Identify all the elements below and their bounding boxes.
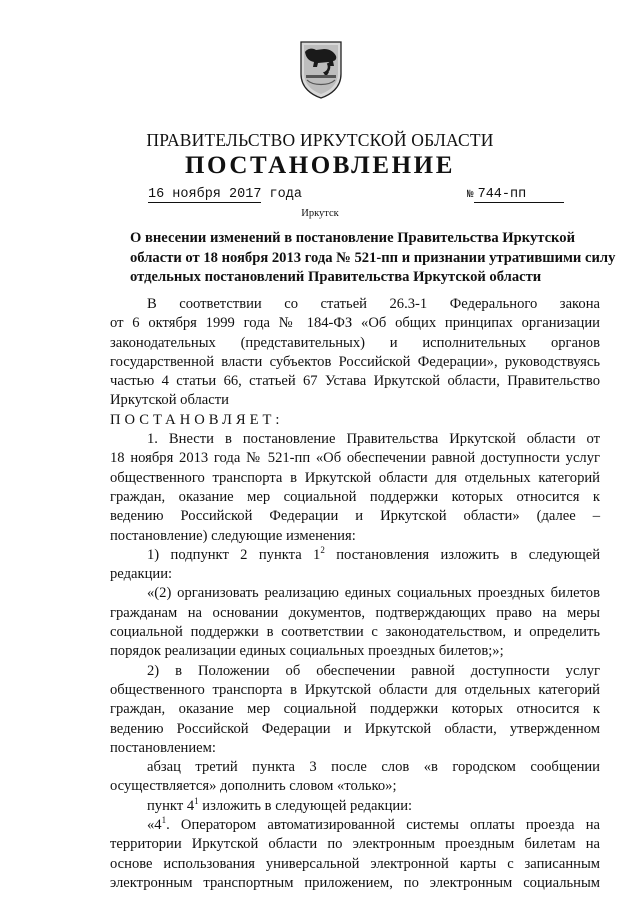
- body-line: гражданам на основании документов, подтверждающих право на меры: [110, 604, 600, 621]
- city-name: Иркутск: [301, 208, 339, 219]
- coat-of-arms-emblem: [299, 40, 343, 100]
- body-line: постановление) следующие изменения:: [110, 527, 356, 544]
- title-line: О внесении изменений в постановление Правительства Иркутской: [130, 230, 575, 246]
- body-line: порядок реализации единых социальных проездных билетов;»;: [110, 643, 504, 660]
- body-line: общественного транспорта в Иркутской области для отдельных категорий: [110, 469, 600, 486]
- body-line: от 6 октября 1999 года № 184-ФЗ «Об общих принципах организации: [110, 315, 600, 332]
- date-suffix: года: [269, 187, 302, 202]
- superscript: 1: [161, 815, 167, 826]
- body-line: граждан, оказание мер социальной поддержки которых относится к: [110, 701, 600, 718]
- document-body: [110, 295, 600, 893]
- number-sign: №: [467, 189, 474, 201]
- body-line: ведению Российской Федерации и Иркутской области» (далее –: [110, 508, 600, 525]
- government-name: ПРАВИТЕЛЬСТВО ИРКУТСКОЙ ОБЛАСТИ: [146, 130, 494, 150]
- body-line: 18 ноября 2013 года № 521-пп «Об обеспечении равной доступности услуг: [110, 450, 600, 467]
- resolves-heading: ПОСТАНОВЛЯЕТ:: [110, 411, 284, 428]
- body-line: [110, 546, 600, 565]
- body-text: изложить в следующей редакции:: [202, 797, 413, 814]
- body-line: граждан, оказание мер социальной поддержки которых относится к: [110, 488, 600, 505]
- body-line: ведению Российской Федерации и Иркутской области, утвержденном: [110, 720, 600, 737]
- body-line: общественного транспорта в Иркутской области для отдельных категорий: [110, 681, 600, 698]
- body-line: Иркутской области: [110, 392, 229, 409]
- title-line: области от 18 ноября 2013 года № 521-пп и признании утратившими силу: [130, 249, 616, 266]
- body-line: редакции:: [110, 566, 173, 583]
- body-line: В соответствии со статьей 26.3-1 Федерального закона: [147, 296, 600, 312]
- body-text: постановления изложить в следующей: [336, 546, 600, 563]
- number-line: [467, 187, 564, 203]
- body-line: [110, 797, 600, 816]
- body-text: пункт 4: [147, 797, 195, 814]
- document-number: 744-пп: [474, 187, 564, 203]
- body-line: электронным транспортным приложением, по электронным социальным: [110, 874, 600, 891]
- body-line: государственной власти субъектов Российской Федерации», руководствуясь: [110, 353, 600, 370]
- body-text: 1) подпункт 2 пункта 1: [147, 546, 321, 563]
- body-line: [110, 816, 600, 835]
- body-line: 1. Внести в постановление Правительства Иркутской области от: [147, 431, 600, 448]
- body-line: постановлением:: [110, 739, 216, 756]
- body-line: законодательных (представительных) и исполнительных органов: [110, 334, 600, 351]
- body-line: территории Иркутской области по электронным проездным билетам на: [110, 836, 600, 853]
- body-line: «(2) организовать реализацию единых социальных проездных билетов: [147, 585, 600, 602]
- body-line: 2) в Положении об обеспечении равной доступности услуг: [147, 662, 600, 679]
- document-title: [130, 229, 616, 288]
- body-line: абзац третий пункта 3 после слов «в городском сообщении: [147, 759, 600, 776]
- body-line: осуществляется» дополнить словом «только»;: [110, 778, 397, 795]
- title-line: отдельных постановлений Правительства Иркутской области: [130, 269, 542, 285]
- body-line: частью 4 статьи 66, статьей 67 Устава Иркутской области, Правительство: [110, 373, 600, 390]
- body-text: «4: [147, 817, 162, 834]
- body-line: социальной поддержки в соответствии с законодательством, и определить: [110, 624, 600, 641]
- body-line: основе использования универсальной электронной карты с записанным: [110, 855, 600, 872]
- superscript: 2: [320, 544, 325, 555]
- date-line: [148, 187, 302, 202]
- body-text: . Оператором автоматизированной системы оплаты проезда на: [166, 817, 600, 834]
- document-date: 16 ноября 2017: [148, 187, 262, 202]
- document-type: ПОСТАНОВЛЕНИЕ: [184, 152, 456, 179]
- superscript: 1: [194, 795, 199, 806]
